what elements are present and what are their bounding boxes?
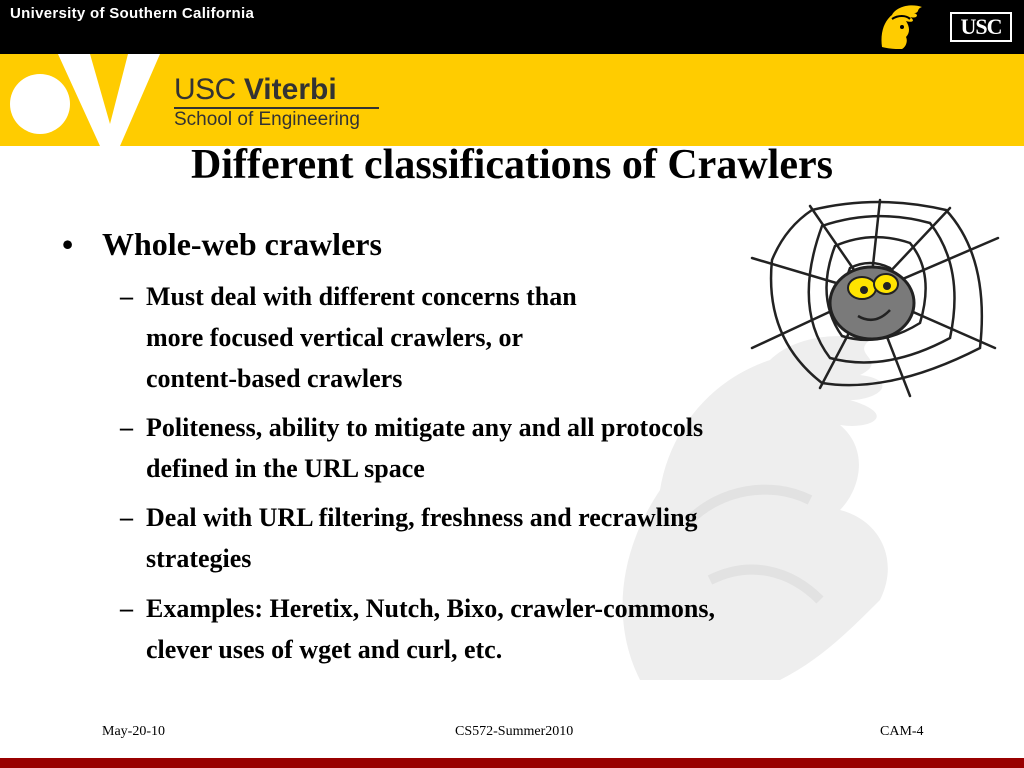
subbullet-line: Examples: Heretix, Nutch, Bixo, crawler-commons, (146, 594, 716, 623)
viterbi-usc: USC (174, 73, 236, 106)
subbullet-line: more focused vertical crawlers, or (146, 323, 524, 352)
university-name: University of Southern California (10, 5, 255, 22)
viterbi-name: Viterbi (243, 73, 337, 106)
bullet-text: Whole-web crawlers (102, 226, 382, 262)
footer-date: May-20-10 (102, 724, 165, 739)
footer-course: CS572-Summer2010 (455, 724, 574, 739)
subbullet-line: content-based crawlers (146, 364, 403, 393)
subbullet-line: defined in the URL space (146, 454, 425, 483)
subbullet-line: strategies (146, 544, 252, 573)
subbullet-marker: – (120, 413, 133, 442)
viterbi-school: School of Engineering (174, 109, 360, 130)
subbullet-marker: – (120, 282, 133, 311)
subbullet-marker: – (120, 594, 133, 623)
subbullet-line: Must deal with different concerns than (146, 282, 577, 311)
usc-logo: USC (950, 12, 1012, 42)
bullet-marker: • (62, 226, 74, 262)
slide-title: Different classifications of Crawlers (191, 142, 833, 188)
subbullet-marker: – (120, 503, 133, 532)
footer-page-number: CAM-4 (880, 724, 924, 739)
bottom-bar (0, 758, 1024, 768)
subbullet-line: Politeness, ability to mitigate any and all protocols (146, 413, 704, 442)
subbullet-line: Deal with URL filtering, freshness and recrawling (146, 503, 698, 532)
subbullet-line: clever uses of wget and curl, etc. (146, 635, 503, 664)
